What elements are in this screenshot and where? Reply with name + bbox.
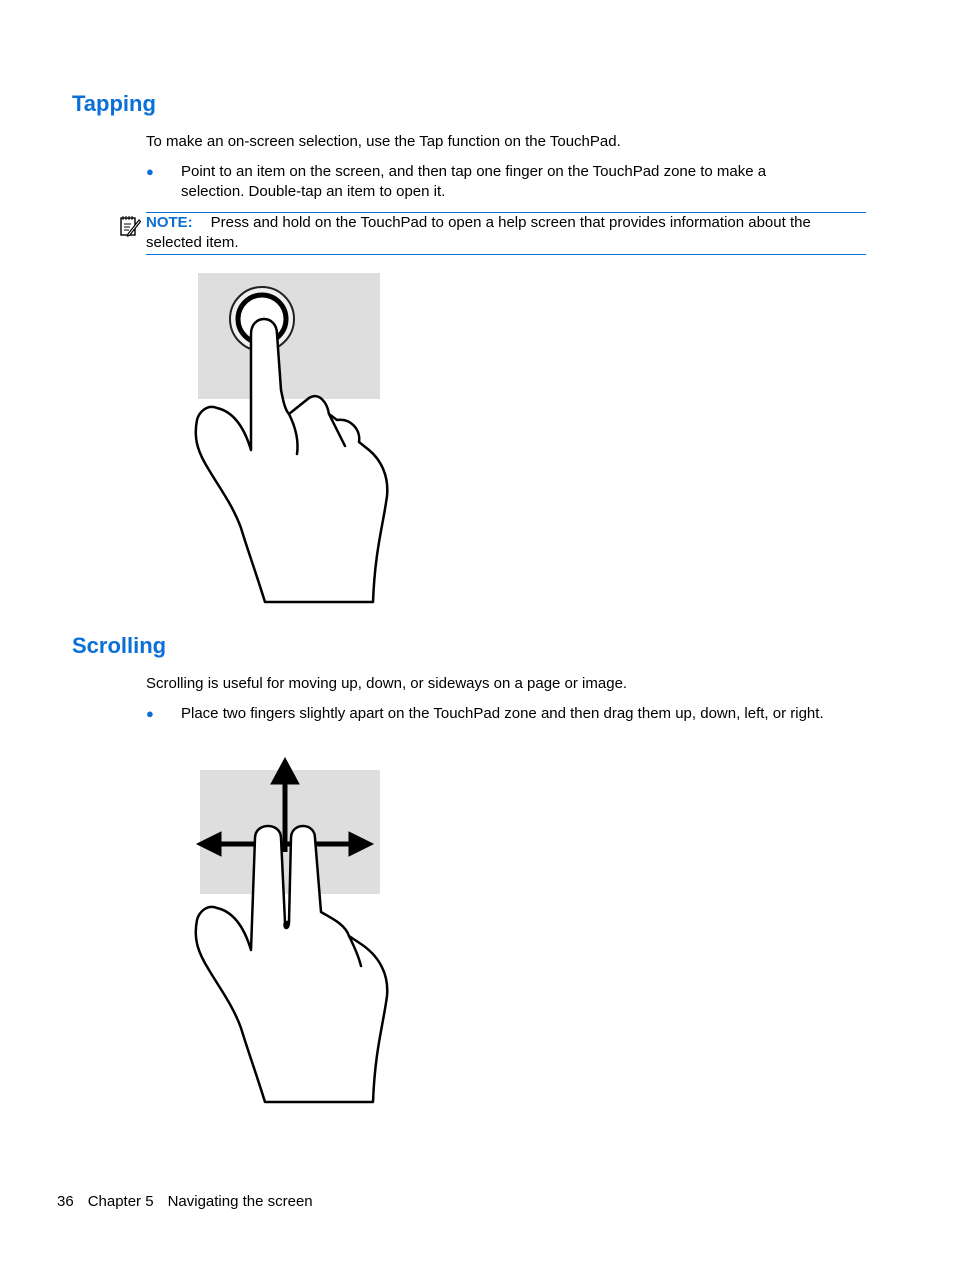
- tap-gesture-illustration: [185, 270, 395, 610]
- scrolling-intro: Scrolling is useful for moving up, down, or sideways on a page or image.: [146, 675, 628, 692]
- note-pencil-icon: [119, 214, 141, 238]
- scroll-gesture-illustration: [185, 752, 395, 1107]
- chapter-title: Navigating the screen: [167, 1193, 313, 1210]
- bullet-dot-icon: ●: [146, 164, 154, 179]
- chapter-label: Chapter 5: [87, 1193, 154, 1210]
- tapping-intro: To make an on-screen selection, use the Tap function on the TouchPad.: [146, 133, 621, 150]
- note-label: NOTE:: [146, 214, 193, 231]
- section-heading-tapping: Tapping: [72, 91, 156, 116]
- section-heading-scrolling: Scrolling: [72, 633, 167, 658]
- page-number: 36: [57, 1193, 74, 1210]
- scrolling-bullet-text: Place two fingers slightly apart on the TouchPad zone and then drag them up, down, left, or right.: [181, 705, 824, 722]
- bullet-dot-icon: ●: [146, 706, 154, 721]
- page-footer: [57, 1192, 327, 1212]
- note-text: Press and hold on the TouchPad to open a help screen that provides information about the selected item.: [146, 214, 811, 251]
- note-box: [146, 212, 866, 255]
- tapping-bullet-text: Point to an item on the screen, and then tap one finger on the TouchPad zone to make a selection. Double-tap an item to open it.: [181, 163, 767, 200]
